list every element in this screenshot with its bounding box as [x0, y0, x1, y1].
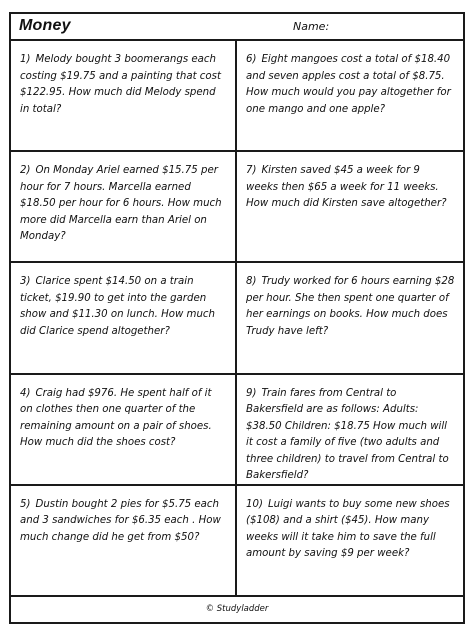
question-7-text: Kirsten saved $45 a week for 9 weeks then $65 a week for 11 weeks. How much did Kirsten save altogether? — [246, 165, 447, 210]
question-grid — [11, 41, 463, 597]
question-2-number: 2) — [20, 165, 31, 177]
name-label: Name: — [293, 20, 330, 33]
question-9-number: 9) — [246, 387, 257, 399]
question-10-number: 10) — [246, 498, 263, 510]
question-2 — [11, 152, 237, 263]
question-2-text: On Monday Ariel earned $15.75 per hour for 7 hours. Marcella earned $18.50 per hour for 6 hours. How much more did Marcella earn than Ariel on Monday? — [20, 165, 222, 243]
worksheet-title: Money — [19, 17, 71, 34]
question-7 — [237, 152, 463, 263]
question-4 — [11, 375, 237, 486]
question-5 — [11, 486, 237, 597]
question-1 — [11, 41, 237, 152]
question-9-text: Train fares from Central to Bakersfield are as follows: Adults: $38.50 Children: $18.75 How much will it cost a family of five (two adults and three children) to travel from Central to Bakersfield? — [246, 387, 449, 482]
copyright-footer: © Studyladder — [205, 604, 269, 614]
question-3-text: Clarice spent $14.50 on a train ticket, $19.90 to get into the garden show and $11.30 on lunch. How much did Clarice spend altogether? — [20, 276, 215, 337]
worksheet-header — [11, 14, 463, 41]
question-9 — [237, 375, 463, 486]
question-5-number: 5) — [20, 498, 31, 510]
question-6-number: 6) — [246, 54, 257, 65]
question-1-number: 1) — [20, 54, 31, 65]
question-10-text: Luigi wants to buy some new shoes ($108) and a shirt ($45). How many weeks will it take him to save the full amount by saving $9 per week? — [246, 498, 450, 560]
question-8 — [237, 263, 463, 374]
question-10 — [237, 486, 463, 597]
question-8-text: Trudy worked for 6 hours earning $28 per hour. She then spent one quarter of her earnings on books. How much does Trudy have left? — [246, 276, 455, 337]
question-3 — [11, 263, 237, 374]
worksheet — [9, 12, 465, 624]
question-6 — [237, 41, 463, 152]
question-6-text: Eight mangoes cost a total of $18.40 and seven apples cost a total of $8.75. How much would you pay altogether for one mango and one apple? — [246, 54, 451, 115]
question-5-text: Dustin bought 2 pies for $5.75 each and 3 sandwiches for $6.35 each . How much change did he get from $50? — [20, 498, 221, 543]
question-4-text: Craig had $976. He spent half of it on clothes then one quarter of the remaining amount on a pair of shoes. How much did the shoes cost? — [20, 387, 212, 449]
question-8-number: 8) — [246, 276, 257, 288]
question-7-number: 7) — [246, 165, 257, 177]
question-1-text: Melody bought 3 boomerangs each costing $19.75 and a painting that cost $122.95. How much did Melody spend in total? — [20, 54, 221, 115]
question-4-number: 4) — [20, 387, 31, 399]
question-3-number: 3) — [20, 276, 31, 288]
